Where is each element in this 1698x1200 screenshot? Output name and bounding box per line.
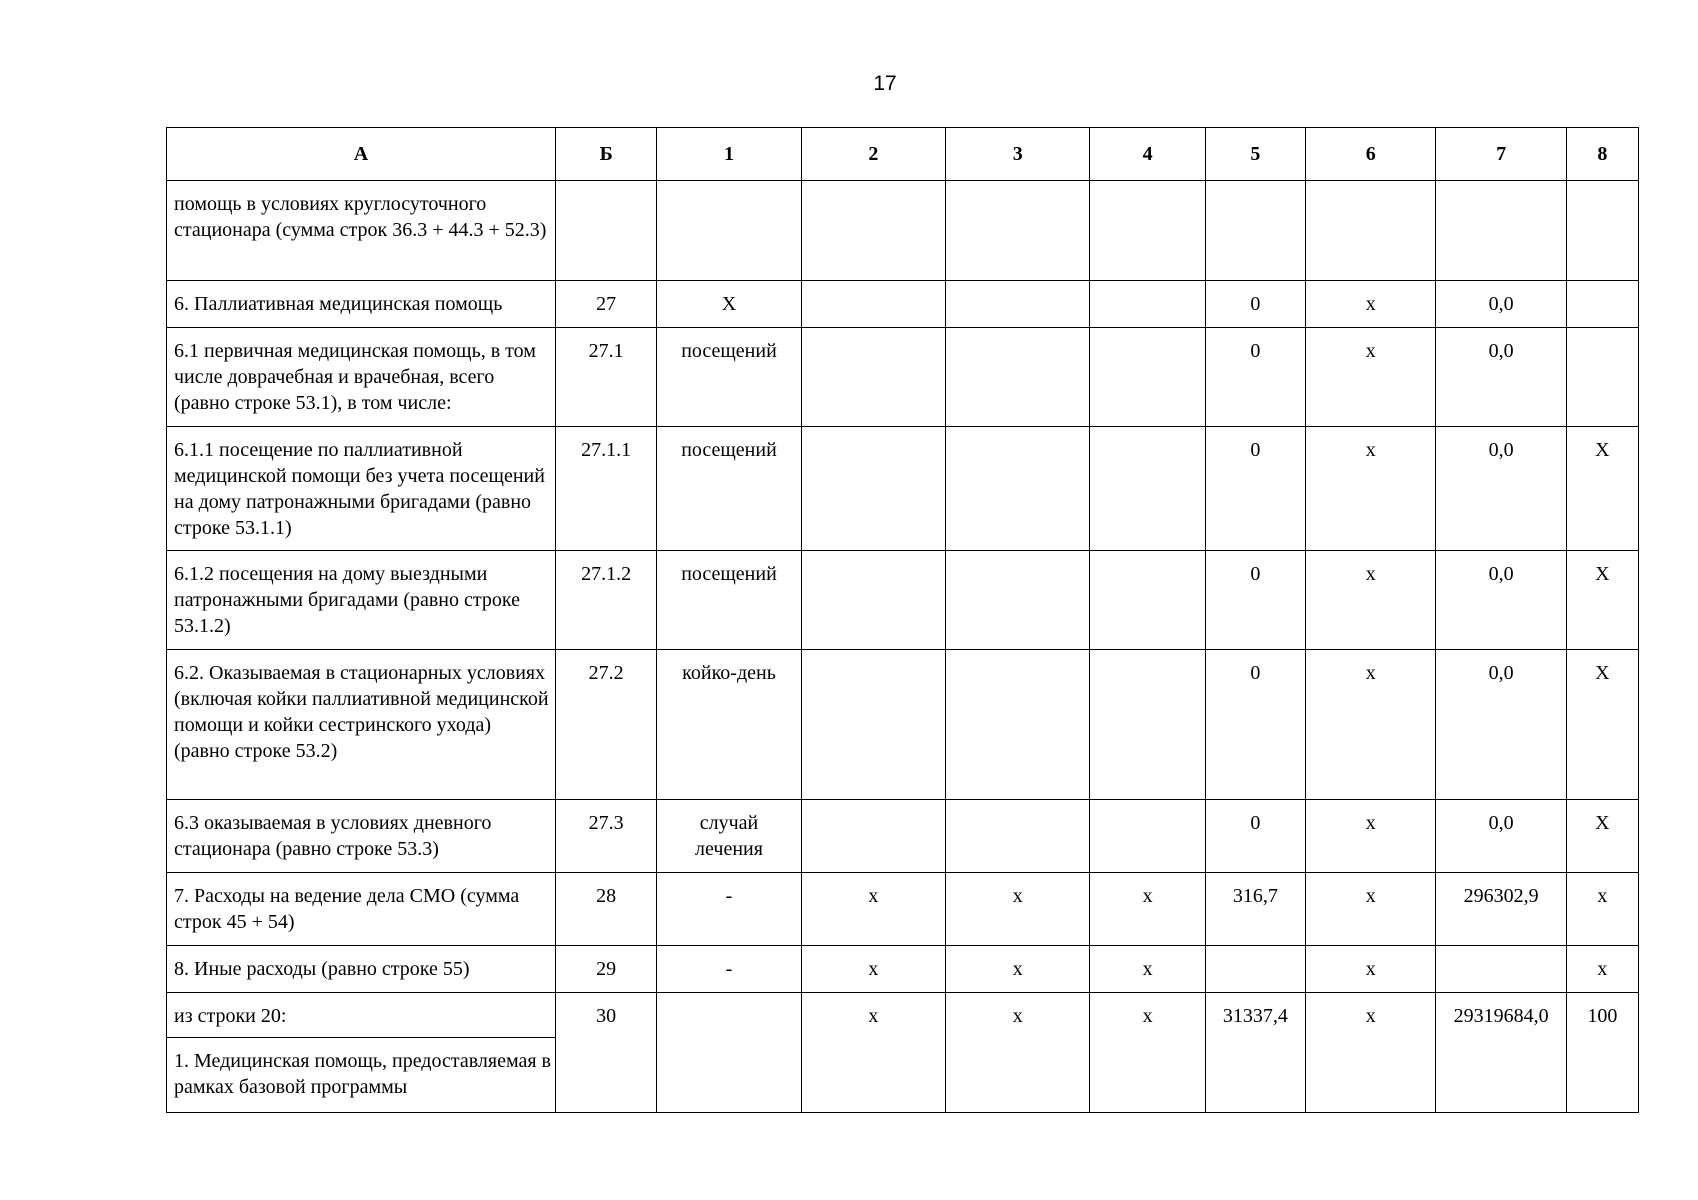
cell-col-5: 0 <box>1205 650 1305 800</box>
cell-col-2: х <box>801 946 945 993</box>
cell-col-5: 31337,4 <box>1205 993 1305 1113</box>
data-table <box>166 127 1639 1113</box>
table-row <box>167 427 1639 551</box>
cell-col-3 <box>946 650 1090 800</box>
header-cell-7: 7 <box>1436 128 1566 181</box>
cell-col-6: х <box>1306 551 1436 650</box>
cell-col-3 <box>946 181 1090 281</box>
cell-col-7: 296302,9 <box>1436 873 1566 946</box>
cell-col-1: Х <box>657 281 801 328</box>
row-code: 27.1 <box>556 328 657 427</box>
cell-col-5: 0 <box>1205 328 1305 427</box>
row-description: 6.1.2 посещения на дому выездными патронажными бригадами (равно строке 53.1.2) <box>167 551 556 650</box>
cell-col-4 <box>1090 181 1205 281</box>
cell-col-4 <box>1090 800 1205 873</box>
cell-col-3 <box>946 427 1090 551</box>
header-row <box>167 128 1639 181</box>
header-cell-1: 1 <box>657 128 801 181</box>
cell-col-3 <box>946 328 1090 427</box>
cell-col-4: х <box>1090 873 1205 946</box>
cell-col-4 <box>1090 328 1205 427</box>
table-row <box>167 873 1639 946</box>
cell-col-7: 0,0 <box>1436 551 1566 650</box>
cell-col-8: 100 <box>1566 993 1638 1113</box>
row-description: 8. Иные расходы (равно строке 55) <box>167 946 556 993</box>
cell-col-5: 0 <box>1205 427 1305 551</box>
header-cell-5: 5 <box>1205 128 1305 181</box>
page-number: 17 <box>873 72 897 95</box>
row-description: 6.1.1 посещение по паллиативной медицинской помощи без учета посещений на дому патронажными бригадами (равно строке 53.1.1) <box>167 427 556 551</box>
cell-col-8 <box>1566 181 1638 281</box>
cell-col-7: 0,0 <box>1436 650 1566 800</box>
cell-col-6: х <box>1306 328 1436 427</box>
row-code: 27 <box>556 281 657 328</box>
cell-col-8: Х <box>1566 800 1638 873</box>
cell-col-1: посещений <box>657 328 801 427</box>
cell-col-2 <box>801 181 945 281</box>
cell-col-1: - <box>657 873 801 946</box>
cell-col-7 <box>1436 946 1566 993</box>
row-description: помощь в условиях круглосуточного стационара (сумма строк 36.3 + 44.3 + 52.3) <box>167 181 556 281</box>
table-row <box>167 281 1639 328</box>
cell-col-2 <box>801 427 945 551</box>
cell-col-6: х <box>1306 281 1436 328</box>
cell-col-2 <box>801 328 945 427</box>
row-description: 6.1 первичная медицинская помощь, в том числе доврачебная и врачебная, всего (равно строке 53.1), в том числе: <box>167 328 556 427</box>
cell-col-6 <box>1306 181 1436 281</box>
cell-col-7: 0,0 <box>1436 328 1566 427</box>
cell-col-7: 0,0 <box>1436 281 1566 328</box>
cell-col-1: посещений <box>657 427 801 551</box>
row-description: 7. Расходы на ведение дела СМО (сумма строк 45 + 54) <box>167 873 556 946</box>
cell-col-2: х <box>801 873 945 946</box>
cell-col-8 <box>1566 281 1638 328</box>
cell-col-7: 0,0 <box>1436 800 1566 873</box>
table-row <box>167 181 1639 281</box>
row-description: 6.2. Оказываемая в стационарных условиях (включая койки паллиативной медицинской помощи и койки сестринского ухода) (равно строке 53.2) <box>167 650 556 800</box>
cell-col-6: х <box>1306 873 1436 946</box>
cell-col-4 <box>1090 281 1205 328</box>
cell-col-3 <box>946 281 1090 328</box>
cell-col-6: х <box>1306 427 1436 551</box>
header-cell-b: Б <box>556 128 657 181</box>
cell-col-3 <box>946 800 1090 873</box>
table-row <box>167 993 1639 1113</box>
cell-col-5: 0 <box>1205 281 1305 328</box>
cell-col-2 <box>801 281 945 328</box>
cell-col-1: - <box>657 946 801 993</box>
cell-col-1: посещений <box>657 551 801 650</box>
cell-col-4: х <box>1090 946 1205 993</box>
header-cell-a: А <box>167 128 556 181</box>
row-subdescription: 1. Медицинская помощь, предоставляемая в рамках базовой программы <box>174 1050 551 1098</box>
cell-col-8: х <box>1566 946 1638 993</box>
cell-col-4 <box>1090 427 1205 551</box>
cell-col-5: 0 <box>1205 800 1305 873</box>
cell-col-8 <box>1566 328 1638 427</box>
cell-col-7 <box>1436 181 1566 281</box>
row-code: 27.1.1 <box>556 427 657 551</box>
cell-col-1 <box>657 993 801 1113</box>
cell-col-1 <box>657 181 801 281</box>
cell-col-6: х <box>1306 650 1436 800</box>
header-cell-3: 3 <box>946 128 1090 181</box>
cell-col-6: х <box>1306 946 1436 993</box>
row-code: 30 <box>556 993 657 1113</box>
row-code: 29 <box>556 946 657 993</box>
cell-col-3: х <box>946 993 1090 1113</box>
cell-col-3: х <box>946 946 1090 993</box>
table-row <box>167 800 1639 873</box>
row-code: 27.1.2 <box>556 551 657 650</box>
cell-col-3: х <box>946 873 1090 946</box>
cell-col-5: 316,7 <box>1205 873 1305 946</box>
cell-col-1: случай лечения <box>657 800 801 873</box>
cell-col-4 <box>1090 650 1205 800</box>
cell-col-8: Х <box>1566 551 1638 650</box>
cell-col-6: х <box>1306 993 1436 1113</box>
cell-col-5 <box>1205 181 1305 281</box>
table-row <box>167 328 1639 427</box>
row-subheading: из строки 20: <box>167 1003 555 1038</box>
cell-col-2 <box>801 650 945 800</box>
cell-col-4 <box>1090 551 1205 650</box>
cell-col-4: х <box>1090 993 1205 1113</box>
row-description: 6. Паллиативная медицинская помощь <box>167 281 556 328</box>
row-code: 27.2 <box>556 650 657 800</box>
table-row <box>167 551 1639 650</box>
cell-col-8: Х <box>1566 427 1638 551</box>
table-row <box>167 650 1639 800</box>
cell-col-7: 29319684,0 <box>1436 993 1566 1113</box>
header-cell-6: 6 <box>1306 128 1436 181</box>
row-description <box>167 993 556 1113</box>
header-cell-2: 2 <box>801 128 945 181</box>
row-description: 6.3 оказываемая в условиях дневного стационара (равно строке 53.3) <box>167 800 556 873</box>
header-cell-4: 4 <box>1090 128 1205 181</box>
cell-col-2: х <box>801 993 945 1113</box>
row-code: 28 <box>556 873 657 946</box>
row-code <box>556 181 657 281</box>
cell-col-8: х <box>1566 873 1638 946</box>
cell-col-6: х <box>1306 800 1436 873</box>
cell-col-2 <box>801 800 945 873</box>
cell-col-7: 0,0 <box>1436 427 1566 551</box>
cell-col-8: Х <box>1566 650 1638 800</box>
cell-col-5 <box>1205 946 1305 993</box>
cell-col-1: койко-день <box>657 650 801 800</box>
cell-col-3 <box>946 551 1090 650</box>
cell-col-2 <box>801 551 945 650</box>
header-cell-8: 8 <box>1566 128 1638 181</box>
table-row <box>167 946 1639 993</box>
cell-col-5: 0 <box>1205 551 1305 650</box>
row-code: 27.3 <box>556 800 657 873</box>
